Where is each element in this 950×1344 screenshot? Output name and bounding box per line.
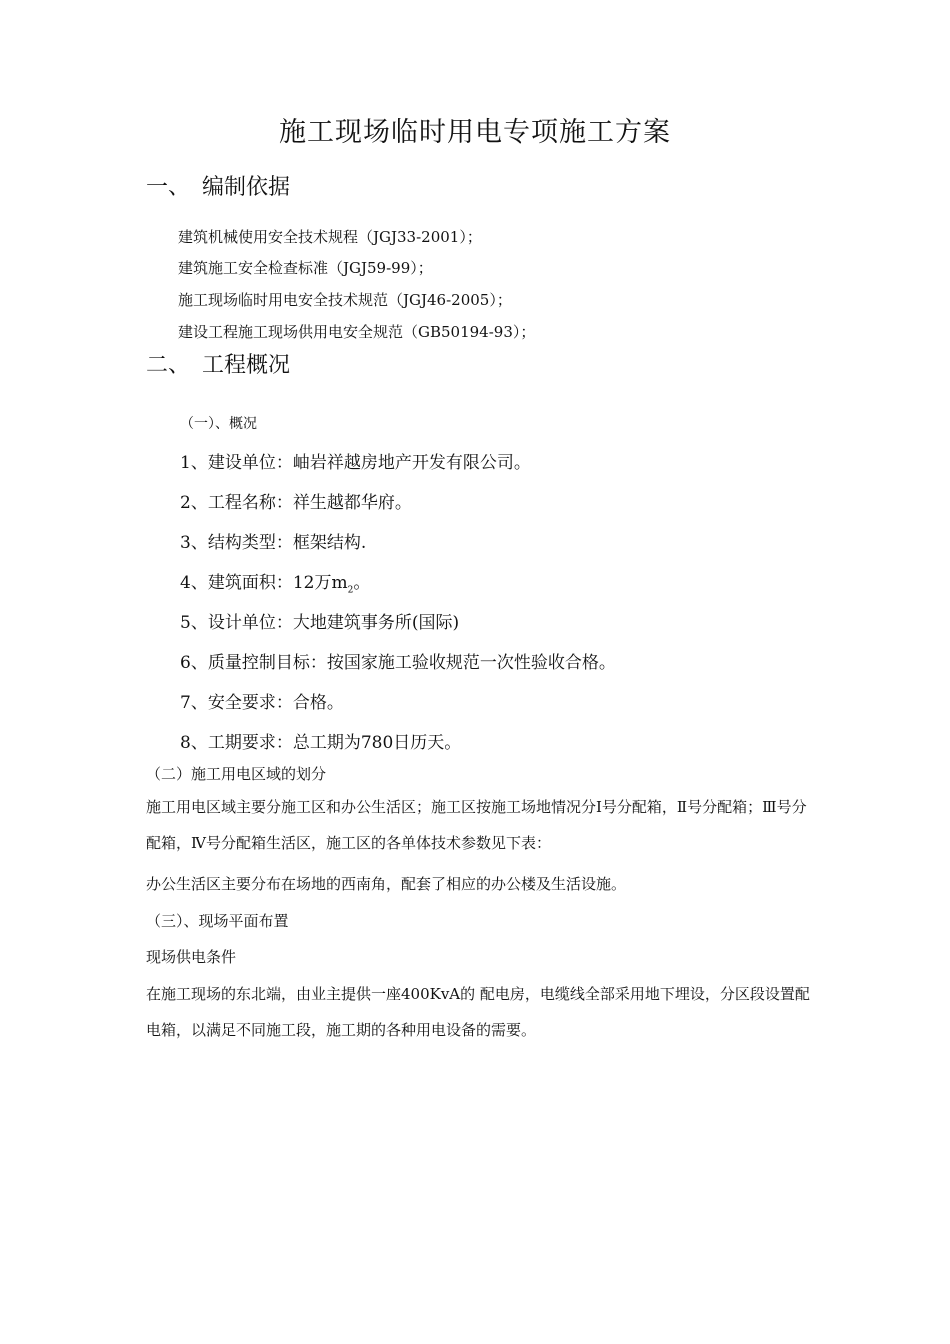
section1-heading (146, 170, 290, 201)
overview-item: 6、质量控制目标：按国家施工验收规范一次性验收合格。 (180, 653, 616, 673)
power-supply-label: 现场供电条件 (146, 948, 237, 966)
overview-item: 3、结构类型：框架结构. (180, 533, 367, 553)
document-title: 施工现场临时用电专项施工方案 (279, 117, 671, 148)
zone-paragraph: 施工用电区域主要分施工区和办公生活区；施工区按施工场地情况分Ⅰ号分配箱，Ⅱ号分配箱；Ⅲ号分配箱，Ⅳ号分配箱生活区，施工区的各单体技术参数见下表： (146, 798, 807, 852)
area-superscript: 2 (347, 585, 354, 596)
overview-item: 8、工期要求：总工期为780日历天。 (180, 733, 462, 753)
power-supply-paragraph: 在施工现场的东北端，由业主提供一座400KvA的 配电房，电缆线全部采用地下埋设，分区段设置配电箱，以满足不同施工段，施工期的各种用电设备的需要。 (146, 985, 810, 1039)
reference-item: 施工现场临时用电安全技术规范（JGJ46-2005）； (178, 291, 512, 309)
subsection-title: （二）施工用电区域的划分 (146, 765, 327, 783)
section2-heading (146, 348, 290, 379)
reference-item: 建设工程施工现场供用电安全规范（GB50194-93）； (178, 323, 536, 341)
section1-heading-text: 编制依据 (202, 175, 291, 200)
overview-item: 5、设计单位：大地建筑事务所(国际) (180, 613, 460, 633)
area-text: 4、建筑面积：12万m (180, 573, 348, 593)
overview-item: 7、安全要求：合格。 (180, 693, 344, 713)
section2-number: 二、 (146, 353, 191, 378)
section1-number: 一、 (146, 175, 191, 200)
reference-item: 建筑机械使用安全技术规程（JGJ33-2001）； (178, 228, 482, 246)
overview-item-area (180, 568, 370, 595)
subsection-title: （一）、概况 (180, 416, 257, 432)
overview-item: 1、建设单位：岫岩祥越房地产开发有限公司。 (180, 453, 531, 473)
living-area-paragraph: 办公生活区主要分布在场地的西南角，配套了相应的办公楼及生活设施。 (146, 875, 627, 893)
subsection-title: （三）、现场平面布置 (146, 912, 289, 930)
section2-heading-text: 工程概况 (202, 353, 291, 378)
area-suffix: 。 (353, 573, 371, 593)
reference-item: 建筑施工安全检查标准（JGJ59-99）； (178, 259, 433, 277)
overview-item: 2、工程名称：祥生越都华府。 (180, 493, 412, 513)
